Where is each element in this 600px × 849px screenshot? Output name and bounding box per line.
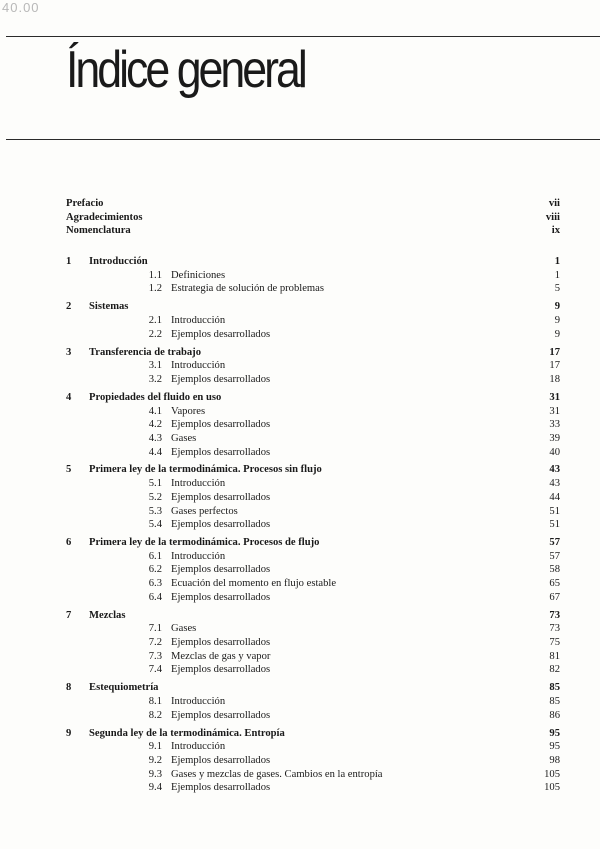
section-page: 58 xyxy=(549,564,560,576)
section-entry[interactable] xyxy=(66,663,560,677)
top-rule xyxy=(6,36,600,37)
chapter-block xyxy=(66,300,560,341)
section-title: Introducción xyxy=(171,360,226,372)
section-title: Ejemplos desarrollados xyxy=(171,782,271,794)
chapter-title: Primera ley de la termodinámica. Procesos de flujo xyxy=(89,537,320,549)
chapter-block xyxy=(66,346,560,387)
section-title: Gases perfectos xyxy=(171,505,238,517)
entry-page: viii xyxy=(545,211,560,223)
chapter-block xyxy=(66,536,560,604)
section-title: Ejemplos desarrollados xyxy=(171,754,271,766)
chapter-page: 95 xyxy=(549,727,560,739)
handwritten-corner-mark: 40.00 xyxy=(2,0,40,15)
section-number: 4.2 xyxy=(148,419,162,431)
chapter-title: Primera ley de la termodinámica. Procesos sin flujo xyxy=(89,464,322,476)
section-title: Introducción xyxy=(171,550,226,562)
section-title: Gases xyxy=(171,623,197,635)
section-page: 75 xyxy=(549,637,560,649)
chapter-entry[interactable] xyxy=(66,391,560,405)
section-page: 51 xyxy=(549,519,560,531)
chapter-page: 43 xyxy=(549,464,560,476)
section-page: 9 xyxy=(554,328,560,340)
chapter-title: Propiedades del fluido en uso xyxy=(89,391,222,403)
chapter-number: 2 xyxy=(66,301,72,313)
section-title: Ecuación del momento en flujo estable xyxy=(171,578,337,590)
section-title: Ejemplos desarrollados xyxy=(171,564,271,576)
section-entry[interactable] xyxy=(66,405,560,419)
section-number: 5.3 xyxy=(148,505,162,517)
chapter-page: 57 xyxy=(549,537,560,549)
section-entry[interactable] xyxy=(66,269,560,283)
section-page: 67 xyxy=(549,591,560,603)
section-number: 5.1 xyxy=(148,478,162,490)
section-title: Gases y mezclas de gases. Cambios en la entropía xyxy=(171,768,383,780)
section-page: 85 xyxy=(549,696,560,707)
section-page: 39 xyxy=(549,432,560,444)
section-entry[interactable] xyxy=(66,432,560,446)
section-title: Estrategia de solución de problemas xyxy=(171,283,324,295)
section-page: 18 xyxy=(549,373,560,385)
section-entry[interactable] xyxy=(66,577,560,591)
section-page: 98 xyxy=(549,754,560,766)
section-page: 73 xyxy=(549,623,560,635)
section-number: 8.2 xyxy=(148,709,162,721)
section-number: 6.1 xyxy=(148,550,162,562)
section-number: 6.4 xyxy=(148,591,162,603)
section-page: 44 xyxy=(549,491,560,503)
section-entry[interactable] xyxy=(66,491,560,505)
chapter-page: 17 xyxy=(549,346,560,358)
section-title: Gases xyxy=(171,432,197,444)
section-page: 57 xyxy=(549,550,560,562)
section-title: Ejemplos desarrollados xyxy=(171,491,271,503)
chapter-title: Introducción xyxy=(89,256,148,268)
section-entry[interactable] xyxy=(66,650,560,664)
section-number: 8.1 xyxy=(148,696,162,707)
entry-page: ix xyxy=(551,225,560,237)
title-bottom-rule xyxy=(6,139,600,140)
section-number: 4.3 xyxy=(148,432,162,444)
chapter-title: Mezclas xyxy=(89,609,126,621)
chapter-number: 3 xyxy=(66,346,72,358)
table-of-contents xyxy=(66,197,560,799)
chapter-block xyxy=(66,463,560,531)
section-number: 7.2 xyxy=(148,637,162,649)
section-entry[interactable] xyxy=(66,781,560,795)
section-page: 105 xyxy=(544,782,560,794)
section-page: 82 xyxy=(549,664,560,676)
section-page: 65 xyxy=(549,578,560,590)
entry-label: Prefacio xyxy=(66,198,104,209)
section-entry[interactable] xyxy=(66,446,560,460)
chapter-block xyxy=(66,391,560,459)
front-matter-list xyxy=(66,197,560,238)
section-entry[interactable] xyxy=(66,518,560,532)
entry-label: Agradecimientos xyxy=(66,211,143,223)
chapter-list xyxy=(66,255,560,795)
front-matter-entry[interactable] xyxy=(66,224,560,238)
chapter-entry[interactable] xyxy=(66,609,560,623)
section-number: 4.1 xyxy=(148,405,162,417)
chapter-title: Transferencia de trabajo xyxy=(89,346,201,358)
section-entry[interactable] xyxy=(66,418,560,432)
chapter-entry[interactable] xyxy=(66,536,560,550)
section-page: 43 xyxy=(549,478,560,490)
section-entry[interactable] xyxy=(66,636,560,650)
section-number: 7.4 xyxy=(148,664,162,676)
chapter-number: 8 xyxy=(66,682,72,694)
section-title: Introducción xyxy=(171,696,226,707)
section-title: Ejemplos desarrollados xyxy=(171,419,271,431)
chapter-title: Estequiometría xyxy=(89,682,159,694)
chapter-block xyxy=(66,681,560,722)
section-number: 3.2 xyxy=(148,373,162,385)
section-number: 5.4 xyxy=(148,519,162,531)
section-page: 95 xyxy=(549,741,560,753)
section-title: Ejemplos desarrollados xyxy=(171,709,271,721)
section-title: Introducción xyxy=(171,315,226,326)
section-title: Introducción xyxy=(171,741,226,753)
section-page: 81 xyxy=(549,650,560,662)
section-entry[interactable] xyxy=(66,477,560,491)
section-number: 7.1 xyxy=(148,623,162,635)
section-number: 1.2 xyxy=(148,283,162,295)
section-title: Ejemplos desarrollados xyxy=(171,519,271,531)
section-number: 9.1 xyxy=(148,741,162,753)
section-page: 17 xyxy=(549,360,560,372)
chapter-number: 4 xyxy=(66,391,72,403)
page-title: Índice general xyxy=(66,41,305,99)
section-title: Ejemplos desarrollados xyxy=(171,373,271,385)
section-number: 5.2 xyxy=(148,491,162,503)
section-title: Ejemplos desarrollados xyxy=(171,664,271,676)
section-entry[interactable] xyxy=(66,754,560,768)
chapter-page: 1 xyxy=(554,256,560,268)
chapter-page: 9 xyxy=(554,301,560,313)
chapter-entry[interactable] xyxy=(66,681,560,695)
chapter-title: Sistemas xyxy=(89,301,129,313)
section-title: Introducción xyxy=(171,478,226,490)
section-page: 86 xyxy=(549,709,560,721)
section-entry[interactable] xyxy=(66,695,560,709)
section-number: 4.4 xyxy=(148,446,162,458)
section-title: Definiciones xyxy=(171,269,226,281)
section-page: 105 xyxy=(544,768,560,780)
section-page: 5 xyxy=(554,283,560,295)
section-page: 51 xyxy=(549,505,560,517)
section-page: 9 xyxy=(554,315,560,326)
section-title: Vapores xyxy=(171,405,206,417)
chapter-page: 85 xyxy=(549,682,560,694)
section-entry[interactable] xyxy=(66,550,560,564)
chapter-entry[interactable] xyxy=(66,463,560,477)
chapter-entry[interactable] xyxy=(66,346,560,360)
section-entry[interactable] xyxy=(66,740,560,754)
chapter-number: 7 xyxy=(66,609,72,621)
section-title: Ejemplos desarrollados xyxy=(171,637,271,649)
section-entry[interactable] xyxy=(66,328,560,342)
front-matter-entry[interactable] xyxy=(66,197,560,211)
entry-label: Nomenclatura xyxy=(66,225,131,237)
section-entry[interactable] xyxy=(66,591,560,605)
chapter-entry[interactable] xyxy=(66,727,560,741)
section-page: 31 xyxy=(549,405,560,417)
section-number: 1.1 xyxy=(148,269,162,281)
chapter-block xyxy=(66,727,560,795)
section-page: 33 xyxy=(549,419,560,431)
chapter-number: 9 xyxy=(66,727,72,739)
chapter-number: 6 xyxy=(66,537,72,549)
section-number: 7.3 xyxy=(148,650,162,662)
section-number: 9.4 xyxy=(148,782,162,794)
section-entry[interactable] xyxy=(66,359,560,373)
chapter-entry[interactable] xyxy=(66,255,560,269)
section-page: 1 xyxy=(554,269,560,281)
chapter-block xyxy=(66,255,560,296)
front-matter-entry[interactable] xyxy=(66,211,560,225)
entry-page: vii xyxy=(548,198,560,209)
section-entry[interactable] xyxy=(66,709,560,723)
chapter-number: 1 xyxy=(66,256,72,268)
section-number: 2.2 xyxy=(148,328,162,340)
section-title: Ejemplos desarrollados xyxy=(171,446,271,458)
section-number: 9.2 xyxy=(148,754,162,766)
section-entry[interactable] xyxy=(66,563,560,577)
section-page: 40 xyxy=(549,446,560,458)
section-entry[interactable] xyxy=(66,622,560,636)
section-title: Ejemplos desarrollados xyxy=(171,328,271,340)
section-entry[interactable] xyxy=(66,505,560,519)
front-matter-gap xyxy=(66,238,560,255)
chapter-entry[interactable] xyxy=(66,300,560,314)
chapter-page: 73 xyxy=(549,609,560,621)
section-entry[interactable] xyxy=(66,768,560,782)
section-title: Mezclas de gas y vapor xyxy=(171,650,271,662)
section-title: Ejemplos desarrollados xyxy=(171,591,271,603)
chapter-title: Segunda ley de la termodinámica. Entropía xyxy=(89,727,285,739)
section-number: 6.3 xyxy=(148,578,162,590)
chapter-number: 5 xyxy=(66,464,72,476)
section-entry[interactable] xyxy=(66,282,560,296)
section-number: 9.3 xyxy=(148,768,162,780)
section-entry[interactable] xyxy=(66,314,560,328)
section-number: 3.1 xyxy=(148,360,162,372)
section-entry[interactable] xyxy=(66,373,560,387)
section-number: 2.1 xyxy=(148,315,162,326)
chapter-block xyxy=(66,609,560,677)
chapter-page: 31 xyxy=(549,391,560,403)
section-number: 6.2 xyxy=(148,564,162,576)
